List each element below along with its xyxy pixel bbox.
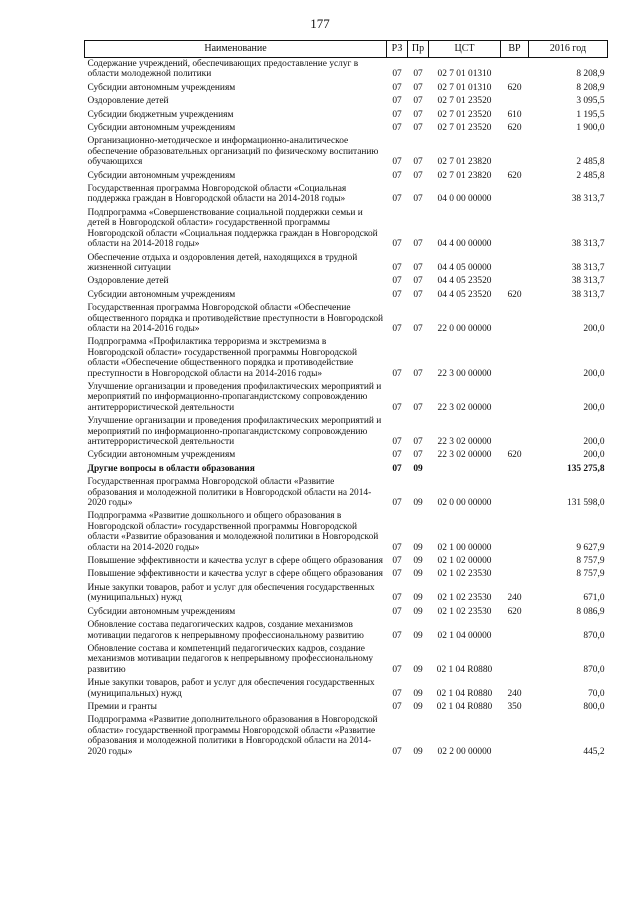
cell-rz: 07 xyxy=(392,96,402,107)
cell-pr: 07 xyxy=(413,96,423,107)
cell-vr: 620 xyxy=(507,289,522,300)
cell-cst: 22 3 00 00000 xyxy=(437,368,492,379)
cell-pr: 07 xyxy=(413,239,423,250)
cell-vr xyxy=(501,476,529,510)
cell-pr: 07 xyxy=(413,82,423,93)
cell-sum: 870,0 xyxy=(583,664,605,675)
cell-cst: 22 0 00 00000 xyxy=(437,323,492,334)
cell-cst: 02 7 01 23520 xyxy=(437,123,492,134)
cell-name: Повышение эффективности и качества услуг в сфере общего образования xyxy=(87,569,383,580)
cell-vr xyxy=(501,207,529,252)
cell-vr: 620 xyxy=(507,606,522,617)
cell-sum: 38 313,7 xyxy=(571,289,605,300)
cell-rz: 07 xyxy=(392,450,402,461)
cell-rz: 07 xyxy=(392,276,402,287)
cell-cst: 02 1 04 R0880 xyxy=(436,701,493,712)
cell-sum: 8 757,9 xyxy=(576,556,605,567)
cell-pr: 09 xyxy=(413,606,423,617)
cell-cst: 02 1 02 23530 xyxy=(437,606,492,617)
cell-pr: 09 xyxy=(413,630,423,641)
cell-pr: 07 xyxy=(413,323,423,334)
cell-pr: 07 xyxy=(413,157,423,168)
cell-vr xyxy=(501,568,529,581)
cell-rz: 07 xyxy=(392,746,402,757)
table-row xyxy=(85,381,608,415)
cell-rz: 07 xyxy=(392,606,402,617)
cell-name: Подпрограмма «Совершенствование социальной поддержки семьи и детей в Новгородской области» государственной программы Новгородской области «Социальная поддержка граждан в Новгородской области на 2014-2018 годы» xyxy=(87,207,378,250)
cell-name: Государственная программа Новгородской области «Обеспечение общественного порядка и противодействие преступности в Новгородской области на 2014-2016 годы» xyxy=(87,303,384,334)
table-row xyxy=(85,275,608,288)
cell-cst: 02 1 04 00000 xyxy=(437,630,492,641)
cell-vr xyxy=(501,643,529,677)
column-header-year: 2016 год xyxy=(529,41,608,58)
cell-cst: 02 7 01 01310 xyxy=(437,82,492,93)
cell-vr xyxy=(501,619,529,643)
cell-sum: 38 313,7 xyxy=(571,239,605,250)
cell-rz: 07 xyxy=(392,323,402,334)
cell-cst: 02 1 04 R0880 xyxy=(436,688,493,699)
cell-vr xyxy=(501,381,529,415)
cell-cst: 04 4 05 23520 xyxy=(437,276,492,287)
table-row xyxy=(85,677,608,701)
cell-rz: 07 xyxy=(392,69,402,80)
cell-name: Содержание учреждений, обеспечивающих предоставление услуг в области молодежной политики xyxy=(87,59,359,80)
cell-name: Государственная программа Новгородской области «Социальная поддержка граждан в Новгородской области на 2014-2018 годы» xyxy=(87,184,347,205)
cell-sum: 38 313,7 xyxy=(571,262,605,273)
table-row xyxy=(85,302,608,336)
cell-vr: 620 xyxy=(507,170,522,181)
table-row xyxy=(85,95,608,108)
cell-pr: 09 xyxy=(413,556,423,567)
table-row xyxy=(85,252,608,276)
cell-cst: 04 4 00 00000 xyxy=(437,239,492,250)
cell-cst: 02 1 00 00000 xyxy=(437,542,492,553)
cell-cst: 02 1 02 00000 xyxy=(437,556,492,567)
cell-pr: 09 xyxy=(413,664,423,675)
cell-vr: 610 xyxy=(507,109,522,120)
cell-rz: 07 xyxy=(392,82,402,93)
cell-rz: 07 xyxy=(392,109,402,120)
cell-pr: 07 xyxy=(413,123,423,134)
table-body xyxy=(85,58,608,759)
cell-sum: 800,0 xyxy=(583,701,605,712)
table-row xyxy=(85,555,608,568)
cell-rz: 07 xyxy=(392,170,402,181)
column-header-pr: Пр xyxy=(408,41,429,58)
cell-vr xyxy=(501,302,529,336)
cell-sum: 8 208,9 xyxy=(576,69,605,80)
cell-name: Субсидии бюджетным учреждениям xyxy=(87,109,234,120)
cell-rz: 07 xyxy=(392,498,402,509)
cell-name: Обеспечение отдыха и оздоровления детей, находящихся в трудной жизненной ситуации xyxy=(87,252,358,273)
cell-vr: 620 xyxy=(507,450,522,461)
cell-name: Субсидии автономным учреждениям xyxy=(87,82,236,93)
cell-cst: 04 4 05 23520 xyxy=(437,289,492,300)
cell-name: Подпрограмма «Развитие дополнительного образования в Новгородской области» государственной программы Новгородской области «Развитие образования и молодежной политики в Новгородской области на 2014-2020 годы» xyxy=(87,715,378,757)
cell-name: Премии и гранты xyxy=(87,701,157,712)
cell-rz: 07 xyxy=(392,157,402,168)
cell-rz: 07 xyxy=(392,569,402,580)
table-row xyxy=(85,476,608,510)
cell-sum: 200,0 xyxy=(583,402,605,413)
cell-rz: 07 xyxy=(392,688,402,699)
table-row xyxy=(85,463,608,476)
cell-name: Субсидии автономным учреждениям xyxy=(87,170,236,181)
table-row xyxy=(85,415,608,449)
column-header-name: Наименование xyxy=(85,41,387,58)
cell-rz: 07 xyxy=(392,402,402,413)
table-row xyxy=(85,122,608,135)
table-row xyxy=(85,449,608,462)
column-header-cst: ЦСТ xyxy=(429,41,501,58)
cell-sum: 1 900,0 xyxy=(576,123,605,134)
cell-vr xyxy=(501,336,529,381)
cell-pr: 09 xyxy=(413,498,423,509)
cell-name: Иные закупки товаров, работ и услуг для обеспечения государственных (муниципальных) нужд xyxy=(87,582,375,604)
cell-name: Другие вопросы в области образования xyxy=(87,463,255,474)
cell-rz: 07 xyxy=(392,556,402,567)
cell-name: Обновление состава педагогических кадров, создание механизмов мотивации педагогов к непрерывному профессиональному развитию xyxy=(87,620,364,641)
cell-name: Субсидии автономным учреждениям xyxy=(87,123,236,134)
cell-pr: 09 xyxy=(413,569,423,580)
table-header-row xyxy=(85,41,608,58)
column-header-vr: ВР xyxy=(501,41,529,58)
cell-rz: 07 xyxy=(392,630,402,641)
cell-rz: 07 xyxy=(392,463,402,474)
cell-name: Субсидии автономным учреждениям xyxy=(87,289,236,300)
cell-cst: 02 7 01 23820 xyxy=(437,170,492,181)
cell-pr: 09 xyxy=(413,701,423,712)
cell-pr: 07 xyxy=(413,368,423,379)
cell-sum: 2 485,8 xyxy=(576,170,605,181)
table-row xyxy=(85,582,608,606)
cell-rz: 07 xyxy=(392,593,402,604)
cell-vr xyxy=(501,252,529,276)
cell-rz: 07 xyxy=(392,239,402,250)
cell-sum: 8 086,9 xyxy=(576,606,605,617)
cell-pr: 09 xyxy=(413,688,423,699)
cell-name: Оздоровление детей xyxy=(87,276,169,287)
cell-cst: 02 1 02 23530 xyxy=(437,593,492,604)
cell-rz: 07 xyxy=(392,194,402,205)
cell-sum: 70,0 xyxy=(588,688,605,699)
table-row xyxy=(85,170,608,183)
cell-pr: 07 xyxy=(413,276,423,287)
cell-vr xyxy=(501,95,529,108)
cell-vr xyxy=(501,510,529,555)
cell-sum: 3 095,5 xyxy=(576,96,605,107)
cell-vr xyxy=(501,714,529,759)
page-number: 177 xyxy=(310,16,330,31)
cell-vr: 350 xyxy=(507,701,522,712)
cell-sum: 8 208,9 xyxy=(576,82,605,93)
cell-name: Улучшение организации и проведения профилактических мероприятий и мероприятий по информационно-пропагандистскому сопровождению антитеррористической деятельности xyxy=(87,381,382,413)
cell-vr xyxy=(501,183,529,207)
cell-cst: 02 1 04 R0880 xyxy=(436,664,493,675)
table-row xyxy=(85,643,608,677)
cell-name: Оздоровление детей xyxy=(87,96,169,107)
cell-name: Подпрограмма «Профилактика терроризма и экстремизма в Новгородской области» государственной программы Новгородской области «Обеспечение общественного порядка и противодействие преступности в Новгородской области на 2014-2016 годы» xyxy=(87,337,357,379)
cell-sum: 9 627,9 xyxy=(576,542,605,553)
cell-cst: 02 0 00 00000 xyxy=(437,498,492,509)
cell-vr xyxy=(501,555,529,568)
cell-sum: 200,0 xyxy=(583,368,605,379)
cell-pr: 07 xyxy=(413,194,423,205)
table-row xyxy=(85,58,608,82)
cell-sum: 2 485,8 xyxy=(576,157,605,168)
cell-sum: 38 313,7 xyxy=(571,276,605,287)
cell-pr: 07 xyxy=(413,170,423,181)
cell-pr: 09 xyxy=(413,593,423,604)
cell-sum: 135 275,8 xyxy=(567,463,605,474)
cell-name: Субсидии автономным учреждениям xyxy=(87,450,236,461)
table-row xyxy=(85,207,608,252)
cell-pr: 07 xyxy=(413,437,423,447)
budget-table xyxy=(84,40,608,759)
cell-vr xyxy=(501,275,529,288)
cell-cst: 02 2 00 00000 xyxy=(437,746,492,757)
table-row xyxy=(85,183,608,207)
cell-name: Обновление состава и компетенций педагогических кадров, создание механизмов мотивации педагогов к непрерывному профессиональному развитию xyxy=(87,643,374,675)
cell-rz: 07 xyxy=(392,664,402,675)
cell-name: Субсидии автономным учреждениям xyxy=(87,606,236,617)
cell-sum: 200,0 xyxy=(583,323,605,334)
cell-rz: 07 xyxy=(392,123,402,134)
cell-pr: 09 xyxy=(413,746,423,757)
table-row xyxy=(85,109,608,122)
cell-name: Иные закупки товаров, работ и услуг для обеспечения государственных (муниципальных) нужд xyxy=(87,678,375,699)
cell-vr xyxy=(501,415,529,449)
cell-name: Подпрограмма «Развитие дошкольного и общего образования в Новгородской области» государственной программы Новгородской области «Развитие образования и молодежной политики в Новгородской области на 2014-2020 годы» xyxy=(87,511,379,553)
cell-sum: 38 313,7 xyxy=(571,194,605,205)
cell-sum: 200,0 xyxy=(583,437,605,447)
table-row xyxy=(85,510,608,555)
cell-rz: 07 xyxy=(392,701,402,712)
cell-cst: 04 0 00 00000 xyxy=(437,194,492,205)
table-row xyxy=(85,606,608,619)
cell-vr: 240 xyxy=(507,593,522,604)
cell-sum: 870,0 xyxy=(583,630,605,641)
cell-rz: 07 xyxy=(392,542,402,553)
cell-vr: 620 xyxy=(507,123,522,134)
cell-cst: 04 4 05 00000 xyxy=(437,262,492,273)
table-row xyxy=(85,568,608,581)
table-row xyxy=(85,336,608,381)
cell-cst: 02 7 01 23820 xyxy=(437,157,492,168)
table-row xyxy=(85,701,608,714)
cell-name: Организационно-методическое и информационно-аналитическое обеспечение образовательных организаций по физическому воспитанию обучающихся xyxy=(87,136,379,168)
cell-sum: 131 598,0 xyxy=(567,498,605,509)
cell-pr: 07 xyxy=(413,289,423,300)
cell-cst: 22 3 02 00000 xyxy=(437,450,492,461)
cell-name: Улучшение организации и проведения профилактических мероприятий и мероприятий по информационно-пропагандистскому сопровождению антитеррористической деятельности xyxy=(87,416,382,447)
cell-rz: 07 xyxy=(392,437,402,447)
cell-pr: 09 xyxy=(413,463,423,474)
column-header-rz: РЗ xyxy=(387,41,408,58)
cell-vr xyxy=(501,58,529,82)
cell-sum: 1 195,5 xyxy=(576,109,605,120)
cell-vr: 240 xyxy=(507,688,522,699)
cell-vr: 620 xyxy=(507,82,522,93)
cell-cst: 02 1 02 23530 xyxy=(437,569,492,580)
table-row xyxy=(85,289,608,302)
cell-sum: 445,2 xyxy=(583,746,605,757)
cell-rz: 07 xyxy=(392,289,402,300)
cell-vr xyxy=(501,135,529,169)
cell-name: Повышение эффективности и качества услуг в сфере общего образования xyxy=(87,556,383,567)
cell-rz: 07 xyxy=(392,262,402,273)
cell-cst: 02 7 01 01310 xyxy=(437,69,492,80)
cell-cst: 02 7 01 23520 xyxy=(437,96,492,107)
cell-pr: 07 xyxy=(413,69,423,80)
cell-cst: 22 3 02 00000 xyxy=(437,402,492,413)
cell-pr: 07 xyxy=(413,402,423,413)
table-row xyxy=(85,619,608,643)
cell-pr: 07 xyxy=(413,450,423,461)
cell-rz: 07 xyxy=(392,368,402,379)
cell-vr xyxy=(501,463,529,476)
table-row xyxy=(85,82,608,95)
cell-cst xyxy=(429,463,501,476)
cell-pr: 07 xyxy=(413,262,423,273)
table-row xyxy=(85,135,608,169)
table-row xyxy=(85,714,608,759)
cell-sum: 200,0 xyxy=(583,450,605,461)
cell-cst: 22 3 02 00000 xyxy=(437,437,492,447)
cell-pr: 09 xyxy=(413,542,423,553)
cell-pr: 07 xyxy=(413,109,423,120)
cell-name: Государственная программа Новгородской области «Развитие образования и молодежной политики в Новгородской области на 2014-2020 годы» xyxy=(87,477,372,509)
cell-sum: 671,0 xyxy=(583,593,605,604)
cell-sum: 8 757,9 xyxy=(576,569,605,580)
cell-cst: 02 7 01 23520 xyxy=(437,109,492,120)
